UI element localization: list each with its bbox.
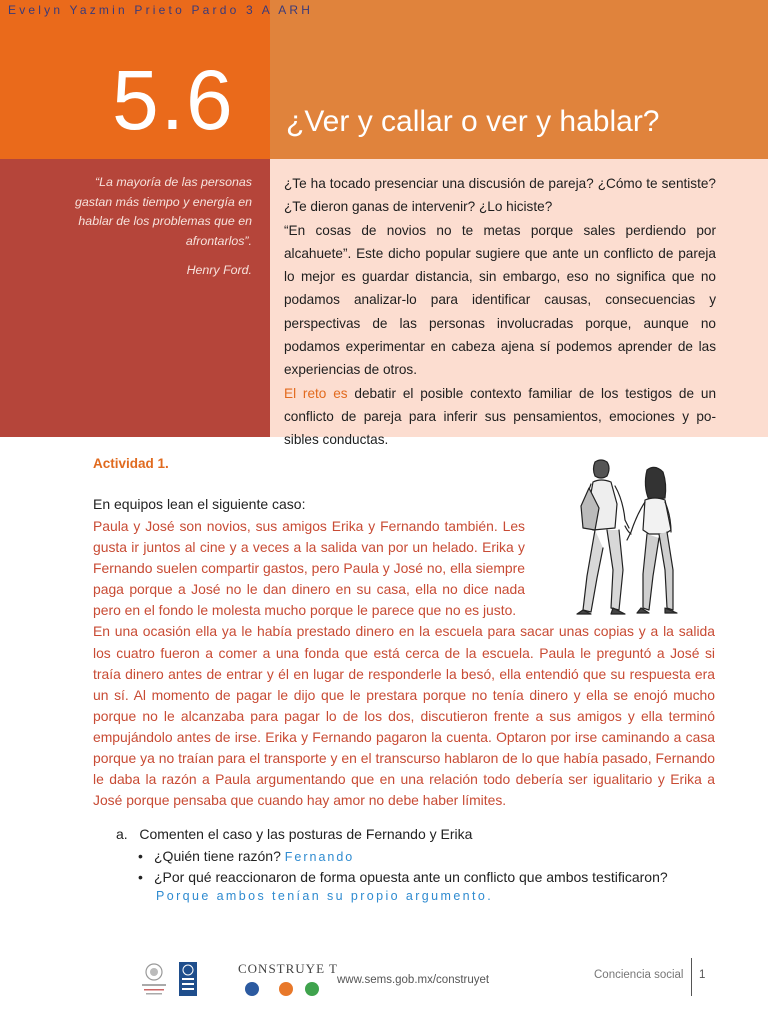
student-name: Evelyn Yazmin Prieto Pardo 3 A ARH — [8, 3, 314, 17]
quote-text: “La mayoría de las personas gastan más tiempo y energía en hablar de los problemas que en afrontarlos”. — [74, 175, 252, 248]
lesson-number: 5.6 — [112, 53, 235, 147]
couple-illustration — [555, 456, 689, 616]
activity-title: Actividad 1. — [93, 456, 169, 471]
question-2 — [138, 869, 668, 885]
intro-saying: “En cosas de novios no te metas porque sales perdiendo por alcahuete”. Este dicho popular sugiere que ante un conflicto de pareja lo mejor es guardar distancia, sin embargo, eso no significa que no podamos analizar-lo para identificar causas, consecuencias y perspectivas de las personas involucradas porque, aunque no podamos experimentar en cabeza ajena sí podemos aprender de las experiencias de otros. — [284, 222, 716, 378]
construye-t-brand: CONSTRUYE T — [238, 961, 338, 976]
sep-logo-icon — [140, 960, 168, 996]
quote-author: Henry Ford. — [186, 263, 252, 277]
intro-challenge — [284, 382, 716, 452]
question-a-label: a. — [116, 826, 128, 842]
footer-divider — [691, 958, 692, 996]
answer-2: Porque ambos tenían su propio argumento. — [156, 889, 494, 903]
question-a — [116, 826, 472, 842]
lesson-title: ¿Ver y callar o ver y hablar? — [286, 105, 660, 138]
intro-text — [284, 172, 716, 452]
question-a-text: Comenten el caso y las posturas de Fernando y Erika — [139, 826, 473, 842]
page-number: 1 — [699, 969, 706, 981]
bullet-1: • — [138, 848, 143, 864]
footer-url[interactable]: www.sems.gob.mx/construyet — [337, 974, 490, 986]
quote-panel — [0, 159, 270, 437]
construye-t-logo — [238, 961, 338, 1001]
case-paragraph-1: Paula y José son novios, sus amigos Erika y Fernando también. Les gusta ir juntos al cine y a veces a la salida van por un helado. Erika y Fernando suelen compartir gastos, pero Paula y José no, ella siempre paga porque a José no le dan dinero en su casa, ella no dice nada pero en el fondo le molesta mucho porque le parece que no es justo. — [93, 518, 525, 619]
question-1-text: ¿Quién tiene razón? — [154, 848, 281, 864]
question-2-text: ¿Por qué reaccionaron de forma opuesta ante un conflicto que ambos testificaron? — [154, 869, 668, 885]
question-1 — [138, 848, 354, 864]
quote — [62, 173, 252, 281]
construye-t-icons — [244, 979, 324, 999]
challenge-text: debatir el posible contexto familiar de los testigos de un conflicto de pareja para inferir sus pensamientos, emociones y po-sibles conductas. — [284, 385, 716, 448]
footer-section: Conciencia social — [594, 969, 684, 981]
undp-logo-icon — [179, 962, 197, 996]
challenge-label: El reto es — [284, 385, 348, 401]
intro-panel — [270, 159, 768, 448]
activity-instruction: En equipos lean el siguiente caso: — [93, 496, 306, 512]
bullet-2: • — [138, 869, 143, 885]
intro-questions: ¿Te ha tocado presenciar una discusión de pareja? ¿Cómo te sentiste? ¿Te dieron ganas de intervenir? ¿Lo hiciste? — [284, 176, 716, 215]
answer-1: Fernando — [284, 850, 355, 864]
case-paragraph-2: En una ocasión ella ya le había prestado dinero en la escuela para sacar unas copias y a la salida los cuatro fueron a comer a una fonda que está cerca de la escuela. Paula le preguntó a José si traía dinero antes de entrar y él en lugar de responderle la besó, ella entendió que su respuesta era un sí. Al momento de pagar le dijo que le prestara porque no tenía dinero y ella se enojó mucho porque no le alcanzaba para pagar lo de los dos, discutieron frente a sus amigos y ella terminó empujándolo antes de irse. Erika y Fernando pagaron la cuenta. Optaron por irse caminando a casa porque ya no traían para el transporte y en el transcurso hablaron de lo que había pasado, Fernando le daba la razón a Paula argumentando que en una relación todo debería ser igualitario y Erika a José porque pensaba que cuando hay amor no debe haber límites. — [93, 623, 715, 809]
